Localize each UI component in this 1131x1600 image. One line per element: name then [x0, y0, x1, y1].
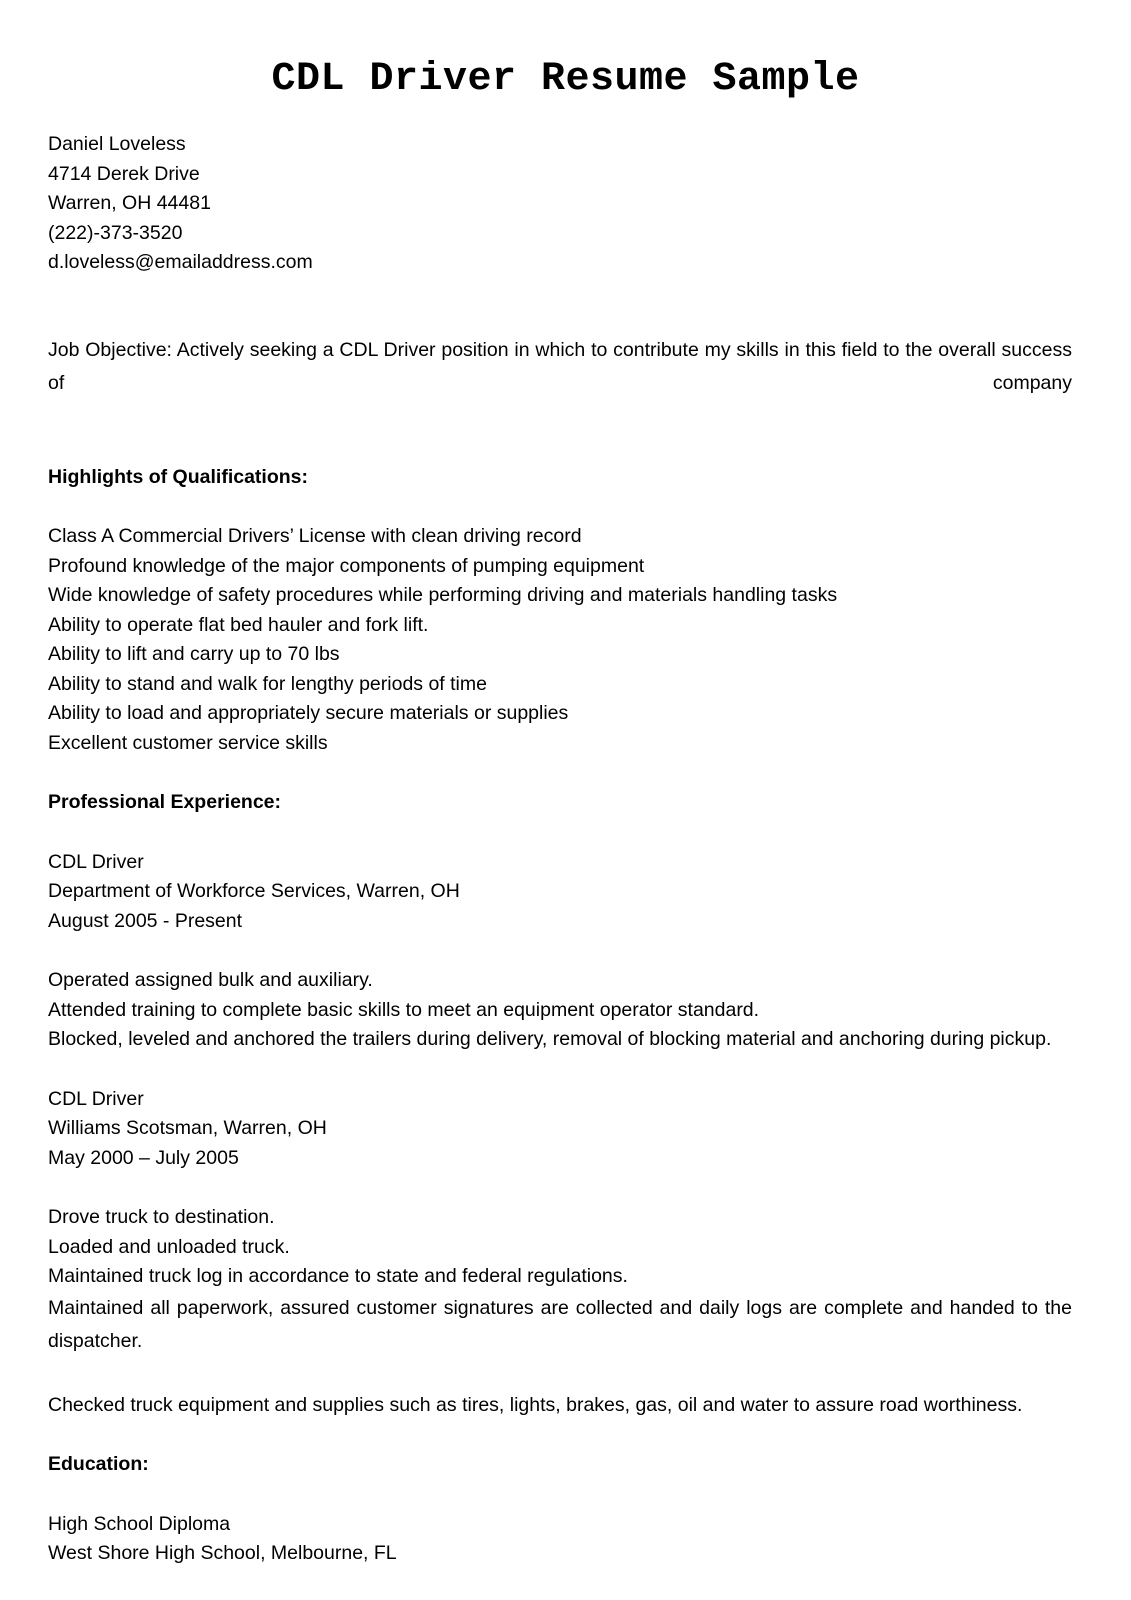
contact-email: d.loveless@emailaddress.com: [48, 251, 313, 273]
job-title: CDL Driver: [48, 850, 144, 873]
list-item: Drove truck to destination.: [48, 1206, 275, 1228]
contact-street: 4714 Derek Drive: [48, 162, 200, 185]
spacer: [48, 1055, 1072, 1085]
spacer: [48, 818, 1072, 848]
spacer: [48, 1420, 1072, 1450]
spacer: [48, 492, 1072, 522]
spacer: [48, 278, 1072, 334]
page-title: CDL Driver Resume Sample: [271, 57, 860, 102]
job-objective-text: Actively seeking a CDL Driver position in which to contribute my skills in this field to the overall success of company: [48, 338, 1072, 394]
education-list: [48, 1510, 1072, 1569]
list-item: Ability to operate flat bed hauler and fork lift.: [48, 613, 429, 636]
list-item: Attended training to complete basic skills to meet an equipment operator standard.: [48, 998, 760, 1021]
job-title: CDL Driver: [48, 1087, 144, 1110]
spacer: [48, 1480, 1072, 1510]
contact-block: [48, 130, 1072, 278]
resume-body: [0, 130, 1131, 1569]
list-item: West Shore High School, Melbourne, FL: [48, 1542, 397, 1564]
job-dates: May 2000 – July 2005: [48, 1146, 239, 1169]
list-item: Wide knowledge of safety procedures while performing driving and materials handling tasks: [48, 584, 838, 606]
list-item: Ability to stand and walk for lengthy periods of time: [48, 672, 487, 695]
job-objective: [48, 334, 1072, 433]
list-item: Maintained all paperwork, assured customer signatures are collected and daily logs are complete and handed to the dispatcher.: [48, 1296, 1072, 1352]
spacer: [48, 433, 1072, 463]
list-item: Excellent customer service skills: [48, 731, 328, 754]
spacer: [48, 758, 1072, 788]
job-employer: Williams Scotsman, Warren, OH: [48, 1117, 327, 1139]
spacer: [48, 936, 1072, 966]
job-employer: Department of Workforce Services, Warren, OH: [48, 880, 460, 902]
education-heading: Education:: [48, 1453, 149, 1475]
list-item: Ability to load and appropriately secure materials or supplies: [48, 702, 569, 724]
qualifications-heading: Highlights of Qualifications:: [48, 465, 308, 488]
job-duties-list: [48, 1203, 1072, 1420]
list-item: Blocked, leveled and anchored the trailers during delivery, removal of blocking material and anchoring during pickup.: [48, 1028, 1052, 1050]
list-item: Class A Commercial Drivers’ License with clean driving record: [48, 525, 582, 547]
contact-city-state-zip: Warren, OH 44481: [48, 192, 211, 214]
job-dates: August 2005 - Present: [48, 909, 243, 932]
experience-heading: Professional Experience:: [48, 791, 282, 813]
list-item: Ability to lift and carry up to 70 lbs: [48, 643, 340, 665]
job-duties-list: [48, 966, 1072, 1055]
experience-job-2: [48, 1085, 1072, 1421]
list-item: Operated assigned bulk and auxiliary.: [48, 969, 373, 991]
list-item: Checked truck equipment and supplies such as tires, lights, brakes, gas, oil and water to assure road worthiness.: [48, 1393, 1023, 1416]
job-objective-label: Job Objective:: [48, 338, 172, 361]
experience-job-1: [48, 848, 1072, 1055]
contact-phone: (222)-373-3520: [48, 221, 183, 244]
list-item: Profound knowledge of the major components of pumping equipment: [48, 554, 645, 577]
list-item: Maintained truck log in accordance to state and federal regulations.: [48, 1265, 628, 1287]
spacer: [48, 1173, 1072, 1203]
qualifications-list: [48, 522, 1072, 758]
list-item: Loaded and unloaded truck.: [48, 1235, 290, 1258]
list-item: High School Diploma: [48, 1512, 231, 1535]
contact-name: Daniel Loveless: [48, 133, 186, 155]
